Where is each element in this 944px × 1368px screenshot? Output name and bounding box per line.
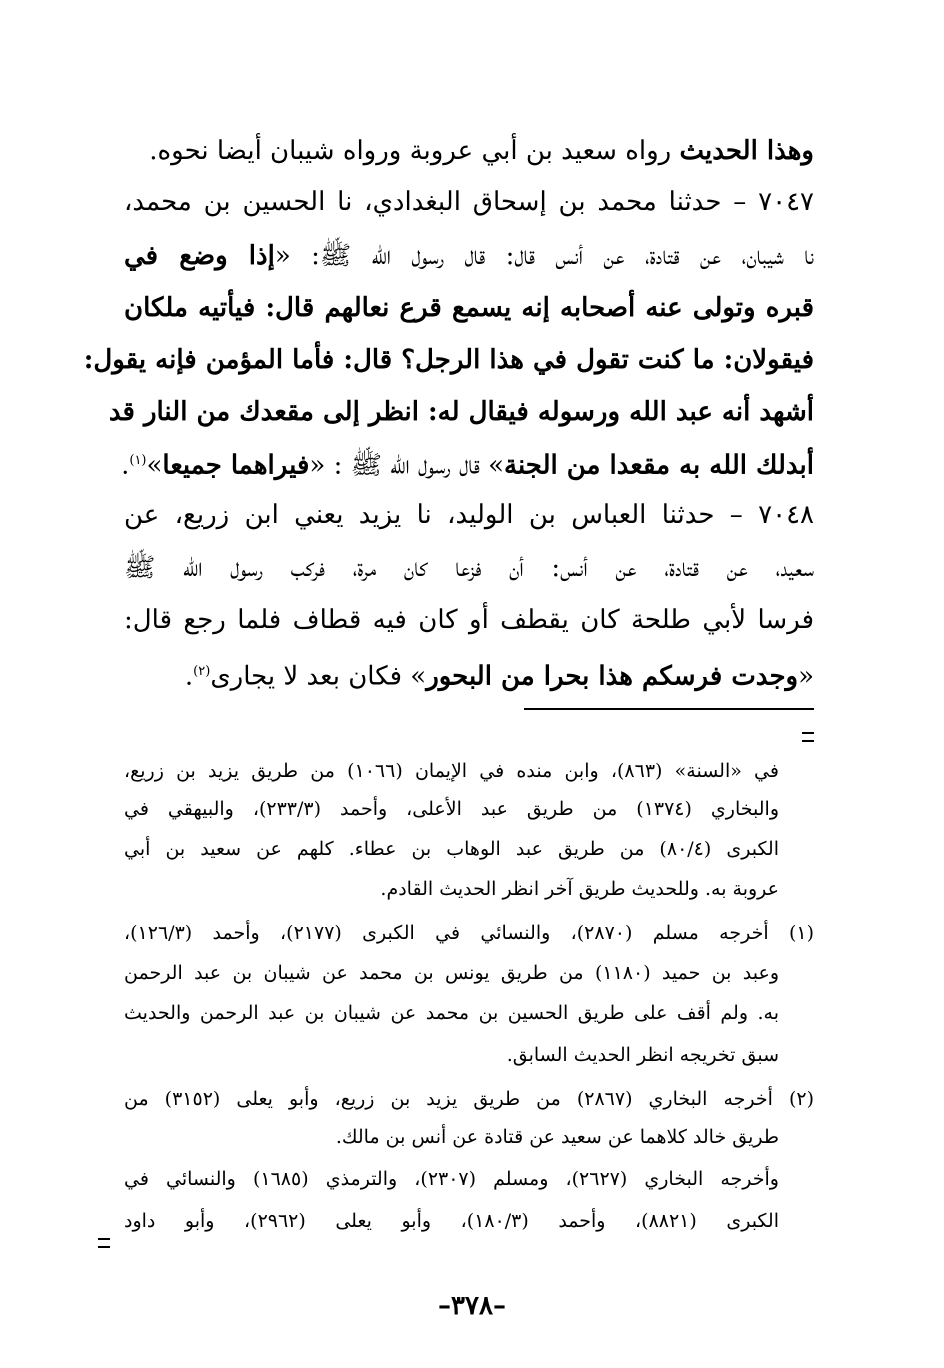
hadith-7047-line-5: أشهد أنه عبد الله ورسوله فيقال له: انظر إلى مقعدك من النار قد bbox=[108, 397, 814, 427]
footnote-line-4: عروبة به. وللحديث طريق آخر انظر الحديث القادم. bbox=[380, 878, 779, 900]
text-run: . bbox=[184, 661, 194, 692]
continuation-mark bbox=[802, 732, 814, 742]
footnote-2-line-1: (٢) أخرجه البخاري (٢٨٦٧) من طريق يزيد بن زريع، وأبو يعلى (٣١٥٢) من bbox=[124, 1088, 814, 1110]
bold-phrase: إذا وضع في bbox=[124, 241, 275, 271]
hadith-7047-line-2 bbox=[124, 236, 814, 276]
text-run: . bbox=[121, 450, 130, 481]
footnote-ref-2: (٢) bbox=[193, 664, 211, 679]
footnote-ref-1: (١) bbox=[129, 453, 147, 468]
footnote-line-3: الكبرى (٨٠/٤) من طريق عبد الوهاب بن عطاء. كلهم عن سعيد بن أبي bbox=[124, 838, 779, 860]
continuation-mark bbox=[98, 1238, 110, 1248]
footnote-2-line-3: وأخرجه البخاري (٢٦٢٧)، ومسلم (٢٣٠٧)، والترمذي (١٦٨٥) والنسائي في bbox=[124, 1168, 779, 1190]
footnote-1-line-2: وعبد بن حميد (١١٨٠) من طريق يونس بن محمد عن شيبان بن عبد الرحمن bbox=[124, 962, 780, 984]
text-run: « bbox=[798, 661, 814, 692]
hadith-7048-line-3: فرسا لأبي طلحة كان يقطف أو كان فيه قطاف فلما رجع قال: bbox=[124, 605, 814, 635]
footnote-1-line-3: به. ولم أقف على طريق الحسين بن محمد عن شيبان بن عبد الرحمن والحديث bbox=[124, 1002, 779, 1024]
hadith-7047-line-4: فيقولان: ما كنت تقول في هذا الرجل؟ قال: فأما المؤمن فإنه يقول: bbox=[83, 345, 814, 375]
footnote-line-2: والبخاري (١٣٧٤) من طريق عبد الأعلى، وأحمد (٢٣٣/٣)، والبيهقي في bbox=[124, 798, 779, 820]
text-line-1 bbox=[124, 131, 814, 171]
footnote-1-line-4: سبق تخريجه انظر الحديث السابق. bbox=[506, 1044, 779, 1066]
hadith-7047-line-1: ٧٠٤٧ – حدثنا محمد بن إسحاق البغدادي، نا الحسين بن محمد، bbox=[124, 187, 814, 217]
hadith-7047-line-6 bbox=[121, 441, 814, 486]
text-run: » قال رسول الله ﷺ : « bbox=[309, 450, 504, 481]
footnote-line-1: في «السنة» (٨٦٣)، وابن منده في الإيمان (١٠٦٦) من طريق يزيد بن زريع، bbox=[124, 760, 779, 782]
text-run: » فكان بعد لا يجارى bbox=[210, 661, 427, 692]
text-run: نا شيبان، عن قتادة، عن أنس قال: قال رسول الله ﷺ: « bbox=[274, 241, 815, 271]
hadith-7047-line-3: قبره وتولى عنه أصحابه إنه يسمع قرع نعالهم قال: فيأتيه ملكان bbox=[124, 293, 814, 323]
hadith-7048-line-4 bbox=[124, 652, 814, 697]
page-number: –٣٧٨– bbox=[438, 1291, 506, 1321]
text-run: » bbox=[146, 450, 163, 481]
footnote-2-line-2: طريق خالد كلاهما عن سعيد عن قتادة عن أنس بن مالك. bbox=[335, 1126, 779, 1148]
bold-phrase: أبدلك الله به مقعدا من الجنة bbox=[504, 450, 814, 481]
hadith-7048-line-2: سعيد، عن قتادة، عن أنس: أن فزعا كان مرة، فركب رسول الله ﷺ bbox=[124, 553, 814, 583]
footnote-separator bbox=[524, 708, 814, 710]
footnote-1-line-1: (١) أخرجه مسلم (٢٨٧٠)، والنسائي في الكبرى (٢١٧٧)، وأحمد (١٢٦/٣)، bbox=[124, 922, 814, 944]
bold-phrase: وجدت فرسكم هذا بحرا من البحور bbox=[426, 661, 799, 692]
bold-phrase: فيراهما جميعا bbox=[162, 450, 310, 481]
text-run: رواه سعيد بن أبي عروبة ورواه شيبان أيضا نحوه. bbox=[149, 136, 680, 166]
bold-phrase: وهذا الحديث bbox=[679, 136, 814, 166]
hadith-7048-line-1: ٧٠٤٨ – حدثنا العباس بن الوليد، نا يزيد يعني ابن زريع، عن bbox=[124, 500, 814, 530]
footnote-2-line-4: الكبرى (٨٨٢١)، وأحمد (١٨٠/٣)، وأبو يعلى (٢٩٦٢)، وأبو داود bbox=[124, 1210, 779, 1232]
